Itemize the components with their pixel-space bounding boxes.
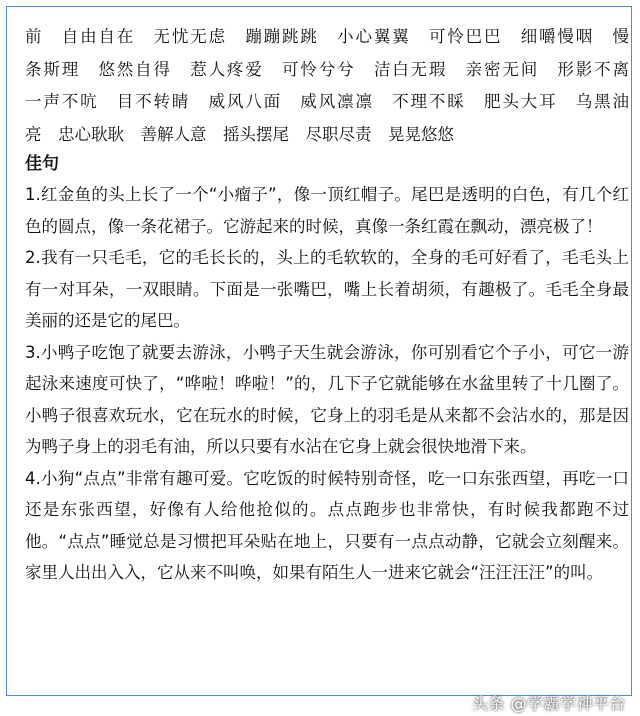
document-body xyxy=(25,21,629,589)
vocab-line: 一声不吭 目不转睛 威风八面 威风凛凛 不理不睬 肥头大耳 乌黑油 xyxy=(25,92,629,111)
vocabulary-list xyxy=(25,21,629,151)
vocab-line: 亮 忠心耿耿 善解人意 摇头摆尾 尽职尽责 晃晃悠悠 xyxy=(25,124,454,144)
sentence-paragraph: 4.小狗“点点”非常有趣可爱。它吃饭的时候特别奇怪，吃一口东张西望，再吃一口还是东张西望，好像有人给他抢似的。点点跑步也非常快，有时候我都跑不过他。“点点”睡觉总是习惯把耳朵贴在地上，只要有一点点动静，它就会立刻醒来。家里人出出入入，它从来不叫唤，如果有陌生人一进来它就会“汪汪汪汪”的叫。 xyxy=(25,468,629,582)
sentence-paragraph: 2.我有一只毛毛，它的毛长长的，头上的毛软软的，全身的毛可好看了，毛毛头上有一对耳朵，一双眼睛。下面是一张嘴巴，嘴上长着胡须，有趣极了。毛毛全身最美丽的还是它的尾巴。 xyxy=(25,248,629,330)
content-frame xyxy=(6,6,632,696)
sentence-paragraph: 1.红金鱼的头上长了一个“小瘤子”，像一顶红帽子。尾巴是透明的白色，有几个红色的圆点，像一条花裙子。它游起来的时候，真像一条红霞在飘动，漂亮极了！ xyxy=(25,185,629,236)
vocab-line: 前 自由自在 无忧无虑 蹦蹦跳跳 小心翼翼 可怜巴巴 细嚼慢咽 慢 xyxy=(25,27,629,46)
sentence-paragraph: 3.小鸭子吃饱了就要去游泳，小鸭子天生就会游泳，你可别看它个子小，可它一游起泳来速度可快了，“哗啦！哗啦！”的，几下子它就能够在水盆里转了十几圈了。小鸭子很喜欢玩水，它在玩水的时候，它身上的羽毛是从来都不会沾水的，那是因为鸭子身上的羽毛有油，所以只要有水沾在它身上就会很快地滑下来。 xyxy=(25,342,629,456)
section-title: 佳句 xyxy=(25,154,59,174)
watermark: 头条 @学霸学神平台 xyxy=(471,694,626,713)
vocab-line: 条斯理 悠然自得 惹人疼爱 可怜兮兮 洁白无瑕 亲密无间 形影不离 xyxy=(25,59,629,79)
